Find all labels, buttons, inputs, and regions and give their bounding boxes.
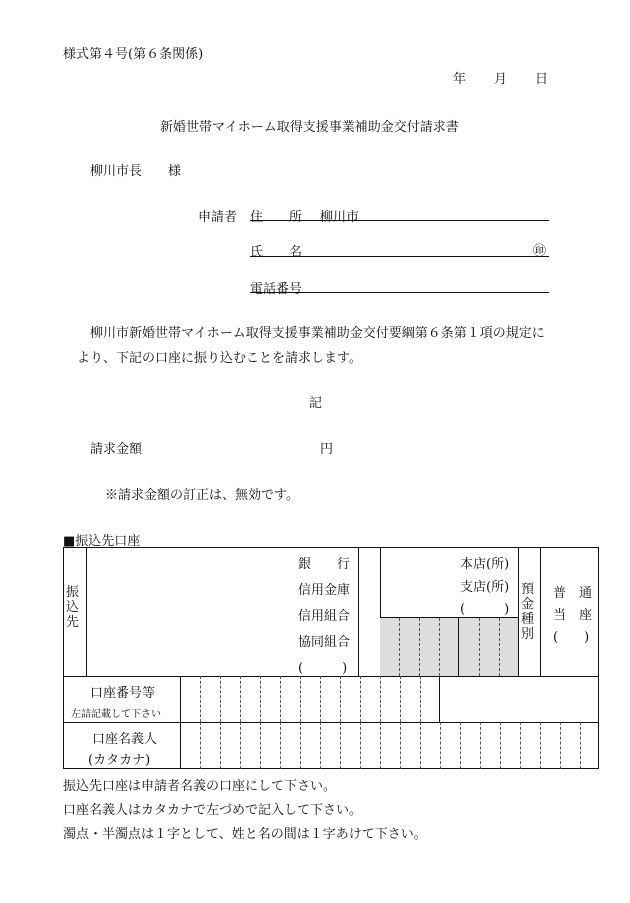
address-field-line[interactable]	[250, 220, 549, 221]
account-number-label: 口座番号等	[90, 686, 156, 701]
bank-type-shinkumi: 信用組合	[298, 609, 351, 624]
applicant-label: 申請者	[198, 210, 238, 225]
account-type-toza[interactable]: 当 座	[553, 608, 593, 623]
account-holder-label: 口座名義人	[92, 732, 158, 747]
date-month-label: 月	[494, 72, 508, 87]
ki-heading: 記	[309, 396, 323, 411]
note-3: 濁点・半濁点は１字として、姓と名の間は１字あけて下さい。	[63, 827, 427, 842]
account-number-note: 左詰記載して下さい	[71, 709, 161, 720]
body-text-line-2: より、下記の口座に振り込むことを請求します。	[77, 351, 362, 366]
branch-type-main: 本店(所)	[460, 557, 510, 572]
branch-type-sub: 支店(所)	[460, 580, 510, 595]
name-field-line[interactable]	[250, 256, 549, 257]
note-2: 口座名義人はカタカナで左づめで記入して下さい。	[63, 803, 363, 818]
date-day-label: 日	[535, 72, 549, 87]
account-type-other[interactable]: ( )	[553, 630, 590, 645]
document-title: 新婚世帯マイホーム取得支援事業補助金交付請求書	[160, 120, 459, 135]
yen-unit: 円	[320, 442, 334, 457]
form-number: 様式第４号(第６条関係)	[63, 47, 204, 62]
addressee: 柳川市長 様	[90, 164, 182, 179]
bank-type-other: ( )	[298, 661, 348, 676]
bank-type-kyodo: 協同組合	[298, 635, 351, 650]
furikomisaki-label: 振込先	[66, 585, 80, 630]
branch-type-other: ( )	[460, 602, 510, 617]
phone-label: 電話番号	[250, 282, 303, 297]
phone-field-line[interactable]	[250, 292, 549, 293]
branch-code-boxes[interactable]	[459, 617, 518, 676]
bank-account-heading: ■振込先口座	[63, 534, 141, 549]
claim-amount-label: 請求金額	[90, 442, 143, 457]
seal-mark: ㊞	[533, 244, 547, 259]
account-holder-sub: (カタカナ)	[88, 753, 151, 768]
note-1: 振込先口座は申請者名義の口座にして下さい。	[63, 779, 337, 794]
address-label: 住 所	[250, 210, 303, 225]
address-value: 柳川市	[320, 210, 360, 225]
account-type-futsu[interactable]: 普 通	[553, 586, 593, 601]
correction-notice: ※請求金額の訂正は、無効です。	[105, 488, 299, 503]
bank-type-bank: 銀 行	[298, 557, 351, 572]
body-text-line-1: 柳川市新婚世帯マイホーム取得支援事業補助金交付要綱第６条第１項の規定に	[90, 326, 545, 341]
bank-type-shinkin: 信用金庫	[298, 583, 351, 598]
date-year-label: 年	[453, 72, 467, 87]
name-label: 氏 名	[250, 245, 303, 260]
deposit-type-label: 預金種別	[521, 582, 535, 642]
account-holder-boxes[interactable]	[180, 722, 599, 769]
